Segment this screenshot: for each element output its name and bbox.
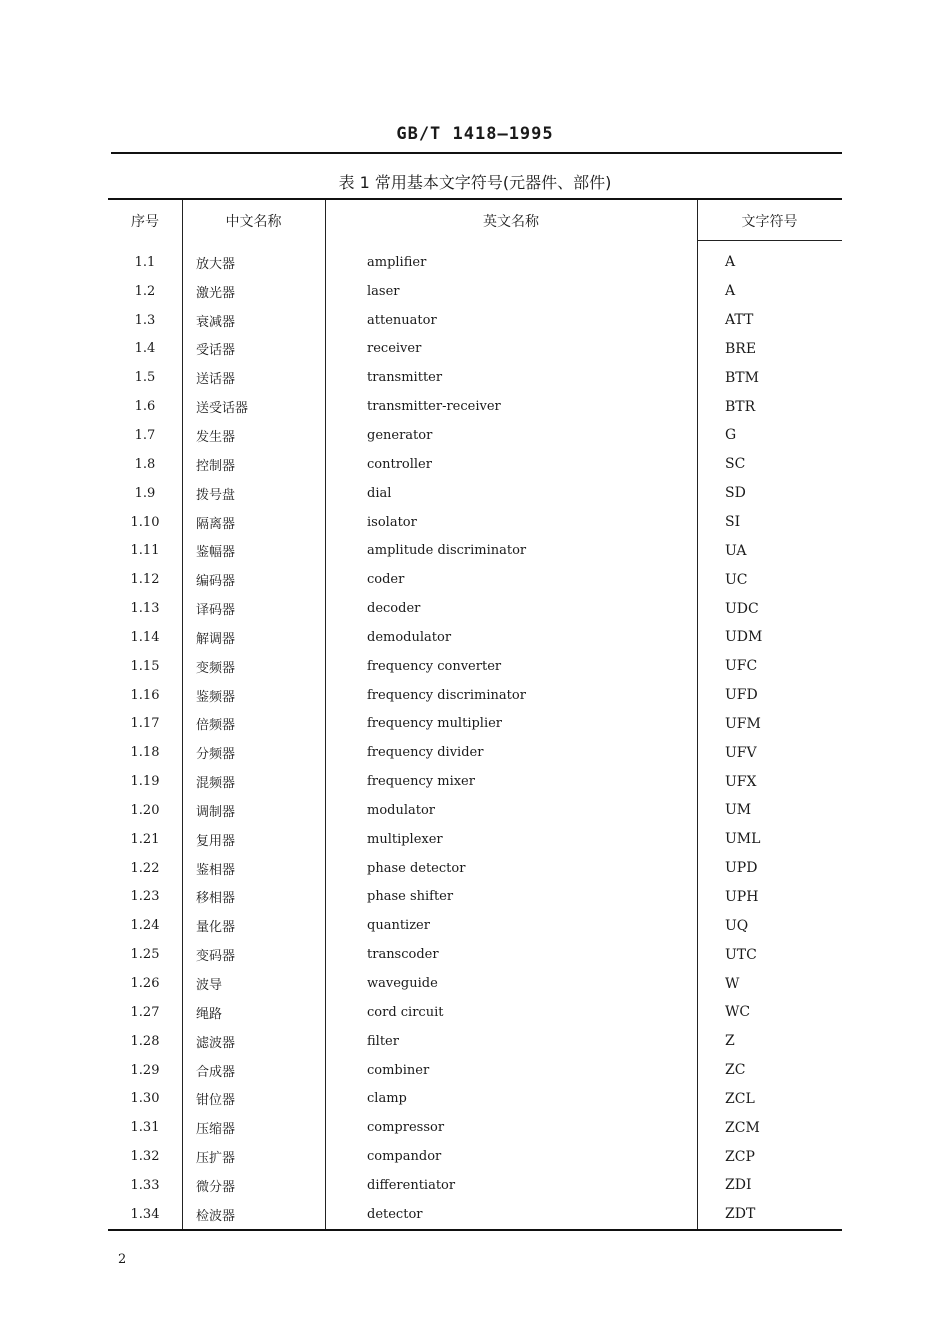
text-symbol: BTM [725, 369, 759, 386]
chinese-name: 送受话器 [196, 401, 249, 417]
text-symbol: BRE [725, 340, 757, 357]
column-divider-1 [182, 200, 183, 1229]
table-row [108, 854, 842, 883]
chinese-name: 受话器 [196, 343, 236, 359]
table-row [108, 335, 842, 364]
text-symbol: UFX [725, 773, 757, 790]
text-symbol: UQ [725, 917, 749, 934]
row-number: 1.34 [130, 1206, 160, 1222]
table-row [108, 1056, 842, 1085]
row-number: 1.10 [130, 514, 160, 530]
header-rule [111, 152, 842, 154]
chinese-name: 激光器 [196, 285, 236, 301]
table-row [108, 363, 842, 392]
row-number: 1.11 [130, 543, 160, 559]
text-symbol: UFV [725, 744, 757, 761]
row-number: 1.17 [130, 716, 160, 732]
chinese-name: 检波器 [196, 1208, 236, 1224]
column-header-chinese-name: 中文名称 [225, 214, 282, 230]
chinese-name: 波导 [196, 978, 223, 994]
english-name: frequency discriminator [367, 687, 526, 703]
table-row [108, 1200, 842, 1229]
text-symbol: ZC [725, 1062, 746, 1079]
chinese-name: 编码器 [196, 574, 236, 590]
row-number: 1.13 [130, 601, 160, 617]
text-symbol: SI [725, 514, 741, 531]
chinese-name: 解调器 [196, 631, 236, 647]
column-header-symbol: 文字符号 [741, 214, 798, 230]
chinese-name: 移相器 [196, 891, 236, 907]
text-symbol: WC [725, 1004, 751, 1021]
chinese-name: 变频器 [196, 660, 236, 676]
row-number: 1.4 [134, 341, 156, 357]
chinese-name: 量化器 [196, 920, 236, 936]
chinese-name: 滤波器 [196, 1035, 236, 1051]
table-row [108, 710, 842, 739]
english-name: compressor [367, 1120, 445, 1136]
chinese-name: 放大器 [196, 256, 236, 272]
english-name: amplifier [367, 254, 427, 270]
text-symbol: ZCP [725, 1148, 755, 1165]
row-number: 1.15 [130, 658, 160, 674]
column-divider-3 [697, 200, 698, 1229]
chinese-name: 送话器 [196, 372, 236, 388]
column-divider-2 [325, 200, 326, 1229]
table-row [108, 767, 842, 796]
chinese-name: 隔离器 [196, 516, 236, 532]
table-bottom-rule [108, 1229, 842, 1231]
text-symbol: UTC [725, 946, 757, 963]
row-number: 1.23 [130, 889, 160, 905]
text-symbol: A [725, 283, 736, 300]
row-number: 1.26 [130, 976, 160, 992]
row-number: 1.28 [130, 1033, 160, 1049]
english-name: isolator [367, 514, 417, 530]
row-number: 1.14 [130, 629, 160, 645]
row-number: 1.20 [130, 802, 160, 818]
table-row [108, 392, 842, 421]
table-row [108, 998, 842, 1027]
chinese-name: 混频器 [196, 776, 236, 792]
text-symbol: UFM [725, 715, 761, 732]
english-name: dial [367, 485, 392, 501]
table-row [108, 450, 842, 479]
text-symbol: BTR [725, 398, 756, 415]
row-number: 1.27 [130, 1004, 160, 1020]
chinese-name: 鉴频器 [196, 689, 236, 705]
text-symbol: ZCM [725, 1119, 760, 1136]
table-row [108, 623, 842, 652]
english-name: multiplexer [367, 831, 443, 847]
row-number: 1.5 [134, 370, 156, 386]
row-number: 1.24 [130, 918, 160, 934]
english-name: frequency divider [367, 745, 484, 761]
english-name: transmitter [367, 370, 443, 386]
text-symbol: UFD [725, 687, 758, 704]
table-row [108, 1142, 842, 1171]
row-number: 1.3 [134, 312, 156, 328]
english-name: filter [367, 1033, 399, 1049]
english-name: transcoder [367, 947, 439, 963]
english-name: clamp [367, 1091, 407, 1107]
row-number: 1.7 [134, 427, 156, 443]
text-symbol: ATT [725, 312, 754, 329]
text-symbol: SC [725, 456, 746, 473]
english-name: attenuator [367, 312, 437, 328]
table-row [108, 594, 842, 623]
row-number: 1.30 [130, 1091, 160, 1107]
table-row [108, 508, 842, 537]
table-row [108, 277, 842, 306]
text-symbol: UFC [725, 658, 758, 675]
row-number: 1.33 [130, 1177, 160, 1193]
header-underline [697, 240, 842, 241]
row-number: 1.31 [130, 1120, 160, 1136]
row-number: 1.2 [134, 283, 156, 299]
text-symbol: G [725, 427, 737, 444]
english-name: receiver [367, 341, 422, 357]
english-name: decoder [367, 601, 421, 617]
chinese-name: 复用器 [196, 833, 236, 849]
english-name: combiner [367, 1062, 430, 1078]
table-row [108, 479, 842, 508]
text-symbol: W [725, 975, 740, 992]
table-row [108, 883, 842, 912]
page-number: 2 [118, 1252, 127, 1267]
english-name: controller [367, 456, 432, 472]
table-row [108, 1171, 842, 1200]
table-row [108, 738, 842, 767]
row-number: 1.8 [134, 456, 156, 472]
chinese-name: 钳位器 [196, 1093, 236, 1109]
english-name: frequency converter [367, 658, 502, 674]
english-name: phase detector [367, 860, 466, 876]
text-symbol: ZDI [725, 1177, 752, 1194]
text-symbol: ZCL [725, 1090, 755, 1107]
text-symbol: ZDT [725, 1206, 756, 1223]
text-symbol: SD [725, 485, 746, 502]
text-symbol: UDM [725, 629, 763, 646]
chinese-name: 压缩器 [196, 1122, 236, 1138]
table-row [108, 681, 842, 710]
chinese-name: 衰减器 [196, 314, 236, 330]
text-symbol: UPD [725, 860, 758, 877]
row-number: 1.25 [130, 947, 160, 963]
table-row [108, 652, 842, 681]
text-symbol: UC [725, 571, 748, 588]
chinese-name: 鉴幅器 [196, 545, 236, 561]
chinese-name: 变码器 [196, 949, 236, 965]
english-name: frequency mixer [367, 774, 475, 790]
row-number: 1.18 [130, 745, 160, 761]
symbol-table [108, 198, 842, 1231]
english-name: cord circuit [367, 1004, 444, 1020]
row-number: 1.22 [130, 860, 160, 876]
table-header-row [108, 200, 842, 242]
table-row [108, 565, 842, 594]
english-name: coder [367, 572, 405, 588]
english-name: detector [367, 1206, 423, 1222]
column-header-english-name: 英文名称 [483, 214, 539, 230]
chinese-name: 鉴相器 [196, 862, 236, 878]
row-number: 1.19 [130, 774, 160, 790]
row-number: 1.12 [130, 572, 160, 588]
text-symbol: UDC [725, 600, 759, 617]
text-symbol: UPH [725, 888, 759, 905]
english-name: demodulator [367, 629, 452, 645]
table-row [108, 825, 842, 854]
column-header-number: 序号 [131, 214, 159, 230]
row-number: 1.1 [134, 254, 156, 270]
table-row [108, 969, 842, 998]
table-title: 表 1 常用基本文字符号(元器件、部件) [338, 173, 612, 192]
chinese-name: 压扩器 [196, 1151, 236, 1167]
english-name: amplitude discriminator [367, 543, 527, 559]
chinese-name: 拨号盘 [196, 487, 236, 503]
row-number: 1.29 [130, 1062, 160, 1078]
chinese-name: 合成器 [196, 1064, 236, 1080]
english-name: transmitter-receiver [367, 399, 501, 415]
text-symbol: UM [725, 802, 752, 819]
table-row [108, 536, 842, 565]
document-standard-id: GB/T 1418—1995 [396, 124, 554, 144]
table-row [108, 1084, 842, 1113]
row-number: 1.6 [134, 399, 156, 415]
english-name: frequency multiplier [367, 716, 503, 732]
row-number: 1.21 [130, 831, 160, 847]
english-name: phase shifter [367, 889, 454, 905]
english-name: generator [367, 427, 433, 443]
table-row [108, 1113, 842, 1142]
chinese-name: 绳路 [196, 1006, 223, 1022]
table-row [108, 248, 842, 277]
chinese-name: 译码器 [196, 603, 236, 619]
table-row [108, 421, 842, 450]
row-number: 1.9 [134, 485, 156, 501]
text-symbol: UML [725, 831, 761, 848]
chinese-name: 分频器 [196, 747, 236, 763]
english-name: modulator [367, 802, 436, 818]
text-symbol: A [725, 254, 736, 271]
text-symbol: Z [725, 1033, 735, 1050]
english-name: quantizer [367, 918, 430, 934]
table-body [108, 248, 842, 1229]
chinese-name: 调制器 [196, 804, 236, 820]
chinese-name: 控制器 [196, 458, 236, 474]
table-row [108, 940, 842, 969]
table-row [108, 1027, 842, 1056]
table-row [108, 796, 842, 825]
chinese-name: 发生器 [196, 429, 236, 445]
english-name: compandor [367, 1149, 442, 1165]
row-number: 1.32 [130, 1149, 160, 1165]
chinese-name: 倍频器 [196, 718, 236, 734]
english-name: differentiator [367, 1177, 456, 1193]
chinese-name: 微分器 [196, 1179, 236, 1195]
table-row [108, 306, 842, 335]
row-number: 1.16 [130, 687, 160, 703]
text-symbol: UA [725, 542, 747, 559]
english-name: laser [367, 283, 400, 299]
table-row [108, 911, 842, 940]
english-name: waveguide [367, 976, 438, 992]
